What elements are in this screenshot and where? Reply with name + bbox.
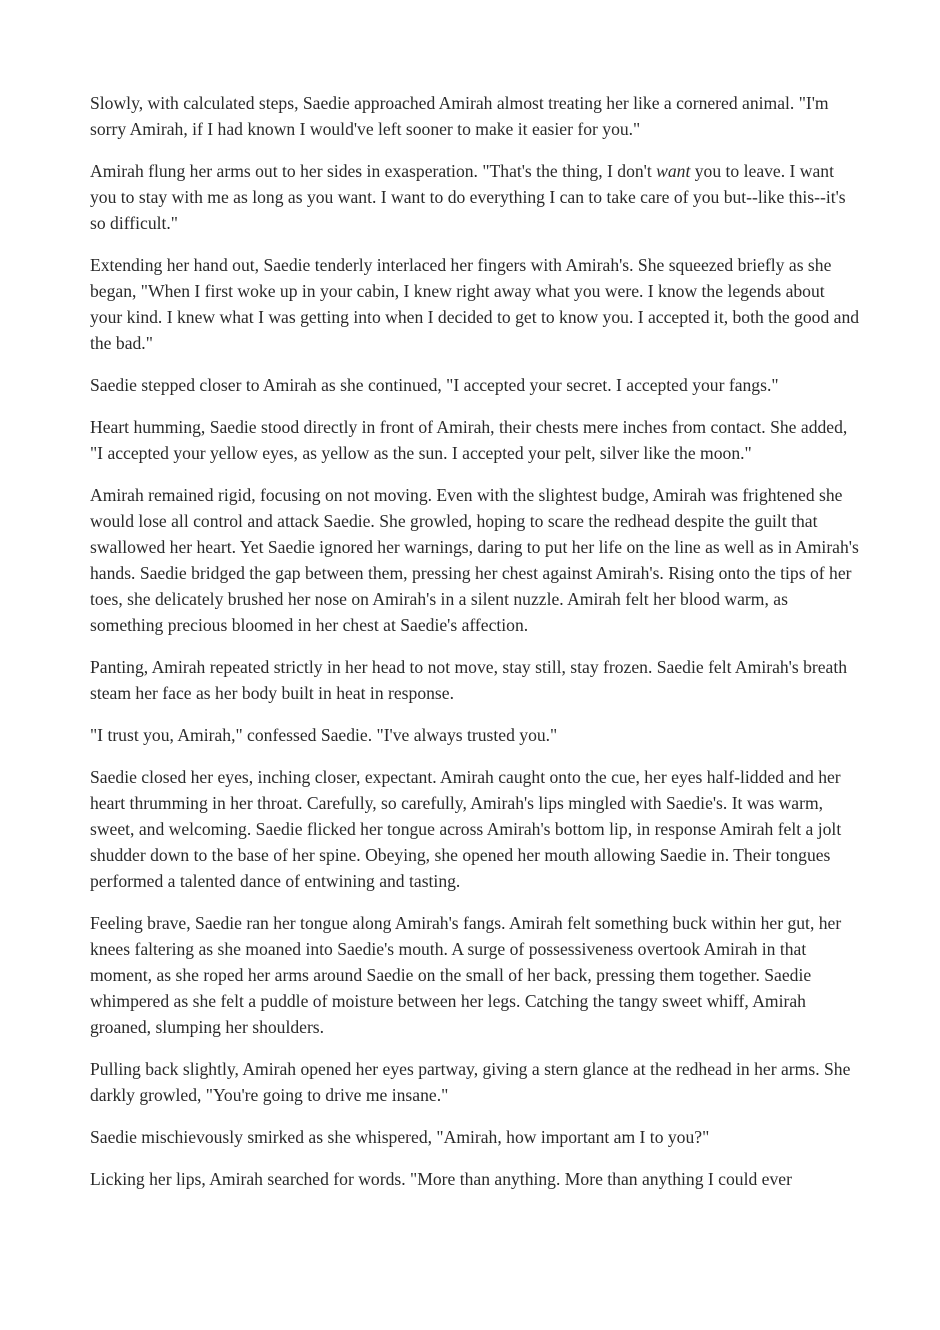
paragraph-text: Heart humming, Saedie stood directly in front of Amirah, their chests mere inches from contact. She added, "I accepted your yellow eyes, as yellow as the sun. I accepted your pelt, silver like the moon.": [90, 417, 848, 463]
paragraph-text: Pulling back slightly, Amirah opened her eyes partway, giving a stern glance at the redhead in her arms. She darkly growled, "You're going to drive me insane.": [90, 1059, 851, 1105]
paragraph: [90, 910, 860, 1040]
paragraph: [90, 482, 860, 638]
paragraph-text: Panting, Amirah repeated strictly in her head to not move, stay still, stay frozen. Saedie felt Amirah's breath steam her face as her body built in heat in response.: [90, 657, 848, 703]
paragraph-text: you to leave. I want you to stay with me as long as you want. I want to do everything I can to take care of you but--like this--it's so difficult.": [90, 161, 846, 233]
paragraph-text: Saedie closed her eyes, inching closer, expectant. Amirah caught onto the cue, her eyes half-lidded and her heart thrumming in her throat. Carefully, so carefully, Amirah's lips mingled with Saedie's. It was warm, sweet, and welcoming. Saedie flicked her tongue across Amirah's bottom lip, in response Amirah felt a jolt shudder down to the base of her spine. Obeying, she opened her mouth allowing Saedie in. Their tongues performed a talented dance of entwining and tasting.: [90, 767, 842, 891]
paragraph-text: Licking her lips, Amirah searched for words. "More than anything. More than anything I could ever: [90, 1169, 792, 1189]
paragraph-text: Amirah remained rigid, focusing on not moving. Even with the slightest budge, Amirah was frightened she would lose all control and attack Saedie. She growled, hoping to scare the redhead despite the guilt that swallowed her heart. Yet Saedie ignored her warnings, daring to put her life on the line as well as in Amirah's hands. Saedie bridged the gap between them, pressing her chest against Amirah's. Rising onto the tips of her toes, she delicately brushed her nose on Amirah's in a silent nuzzle. Amirah felt her blood warm, as something precious bloomed in her chest at Saedie's affection.: [90, 485, 859, 635]
paragraph: [90, 1056, 860, 1108]
paragraph: [90, 252, 860, 356]
emphasis-text: want: [656, 161, 691, 181]
paragraph: [90, 414, 860, 466]
paragraph: [90, 158, 860, 236]
paragraph-text: "I trust you, Amirah," confessed Saedie. "I've always trusted you.": [90, 725, 558, 745]
paragraph-text: Feeling brave, Saedie ran her tongue along Amirah's fangs. Amirah felt something buck within her gut, her knees faltering as she moaned into Saedie's mouth. A surge of possessiveness overtook Amirah in that moment, as she roped her arms around Saedie on the small of her back, pressing them together. Saedie whimpered as she felt a puddle of moisture between her legs. Catching the tangy sweet whiff, Amirah groaned, slumping her shoulders.: [90, 913, 842, 1037]
paragraph-text: Saedie stepped closer to Amirah as she continued, "I accepted your secret. I accepted your fangs.": [90, 375, 779, 395]
paragraph: [90, 722, 860, 748]
paragraph: [90, 654, 860, 706]
paragraph: [90, 90, 860, 142]
story-text: [90, 90, 860, 1208]
paragraph: [90, 764, 860, 894]
paragraph-text: Extending her hand out, Saedie tenderly interlaced her fingers with Amirah's. She squeezed briefly as she began, "When I first woke up in your cabin, I knew right away what you were. I know the legends about your kind. I knew what I was getting into when I decided to get to know you. I accepted it, both the good and the bad.": [90, 255, 860, 353]
paragraph-text: Amirah flung her arms out to her sides in exasperation. "That's the thing, I don't: [90, 161, 657, 181]
paragraph-text: Slowly, with calculated steps, Saedie approached Amirah almost treating her like a cornered animal. "I'm sorry Amirah, if I had known I would've left sooner to make it easier for you.": [90, 93, 829, 139]
paragraph: [90, 372, 860, 398]
paragraph: [90, 1124, 860, 1150]
paragraph: [90, 1166, 860, 1192]
paragraph-text: Saedie mischievously smirked as she whispered, "Amirah, how important am I to you?": [90, 1127, 710, 1147]
